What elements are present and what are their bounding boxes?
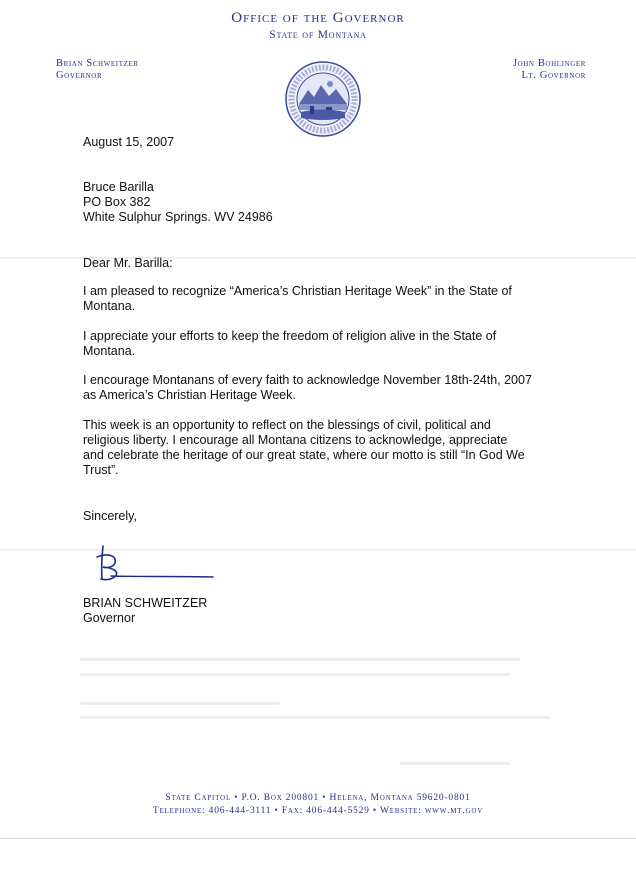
paragraph-line: Trust”. [83, 463, 119, 477]
paragraph-3 [83, 373, 563, 403]
recipient-address [83, 180, 563, 225]
paragraph-line: This week is an opportunity to reflect on the blessings of civil, political and [83, 418, 491, 432]
paragraph-line: Montana. [83, 344, 136, 358]
signer-title: Governor [83, 611, 136, 625]
bottom-edge [0, 838, 636, 839]
paragraph-1 [83, 284, 563, 314]
recipient-name: Bruce Barilla [83, 180, 154, 194]
paragraph-2 [83, 329, 563, 359]
footer-contact: Telephone: 406-444-3111 • Fax: 406-444-5529 • Website: www.mt.gov [152, 806, 484, 816]
recipient-city: White Sulphur Springs. WV 24986 [83, 210, 273, 224]
letterhead-subtitle: State of Montana [269, 29, 367, 41]
closing: Sincerely, [83, 509, 137, 523]
state-seal-icon [284, 60, 362, 138]
recipient-street: PO Box 382 [83, 195, 151, 209]
paragraph-line: I appreciate your efforts to keep the freedom of religion alive in the State of [83, 329, 497, 343]
signature-icon [95, 543, 220, 585]
lt-governor-name: John Bohlinger [512, 58, 586, 69]
show-through-mark [80, 673, 510, 676]
show-through-mark [400, 762, 510, 765]
lt-governor-block [513, 58, 586, 82]
letterhead-title: Office of the Governor [231, 10, 405, 26]
show-through-mark [80, 702, 280, 705]
footer-address: State Capitol • P.O. Box 200801 • Helena, Montana 59620-0801 [165, 793, 471, 803]
paragraph-4 [83, 418, 563, 478]
signer-name: BRIAN SCHWEITZER [83, 596, 208, 610]
paragraph-line: I am pleased to recognize “America’s Christian Heritage Week” in the State of [83, 284, 512, 298]
paragraph-line: and celebrate the heritage of our great state, where our motto is still “In God We [83, 448, 525, 462]
salutation: Dear Mr. Barilla: [83, 256, 173, 270]
show-through-mark [80, 658, 520, 661]
governor-block [56, 58, 139, 82]
paragraph-line: as America’s Christian Heritage Week. [83, 388, 296, 402]
show-through-mark [80, 716, 550, 719]
lt-governor-role: Lt. Governor [521, 70, 586, 81]
paragraph-line: religious liberty. I encourage all Montana citizens to acknowledge, appreciate [83, 433, 508, 447]
governor-name: Brian Schweitzer [56, 58, 139, 69]
letter-date: August 15, 2007 [83, 135, 175, 149]
paragraph-line: I encourage Montanans of every faith to acknowledge November 18th-24th, 2007 [83, 373, 532, 387]
paragraph-line: Montana. [83, 299, 136, 313]
signer-block [83, 596, 563, 626]
governor-role: Governor [56, 70, 103, 81]
